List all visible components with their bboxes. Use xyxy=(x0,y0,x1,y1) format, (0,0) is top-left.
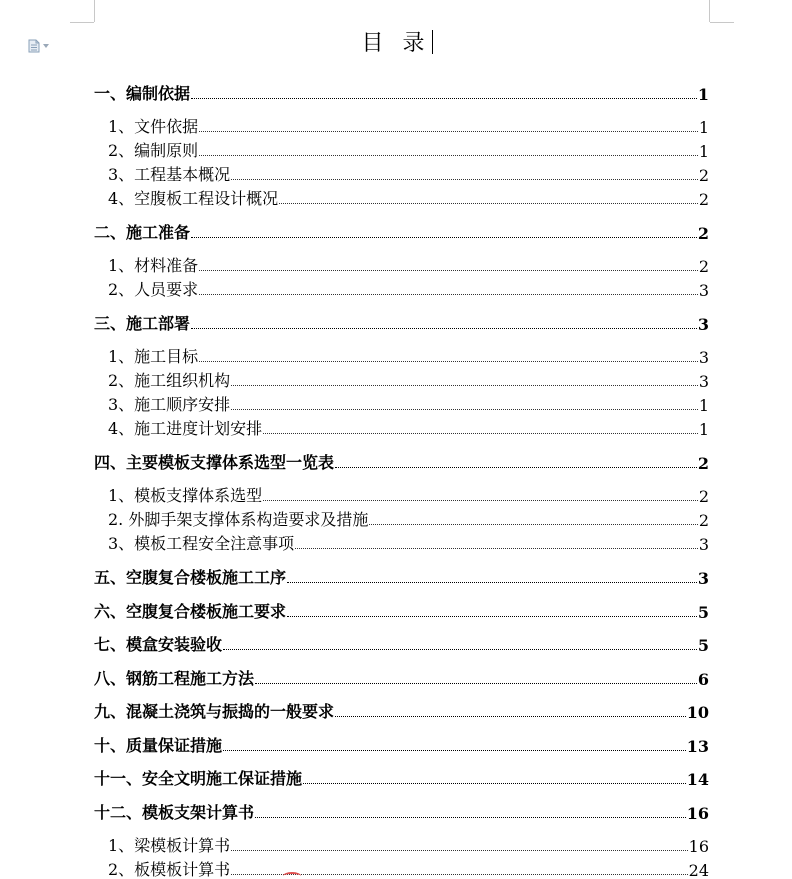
toc-dot-leader xyxy=(199,131,698,132)
toc-dot-leader xyxy=(231,385,698,386)
margin-marker-top-left-vertical xyxy=(94,0,95,22)
toc-entry-section[interactable] xyxy=(94,598,709,622)
toc-page-number: 24 xyxy=(688,860,709,879)
toc-page-number: 5 xyxy=(697,602,709,622)
toc-entry-subsection[interactable] xyxy=(94,185,709,209)
toc-dot-leader xyxy=(279,203,698,204)
toc-entry-subsection[interactable] xyxy=(94,367,709,391)
margin-marker-top-left-horizontal xyxy=(70,22,94,23)
toc-page-number: 5 xyxy=(697,636,709,655)
toc-entry-subsection[interactable] xyxy=(94,482,709,506)
toc-page-number: 3 xyxy=(698,281,709,300)
toc-entry-label: 3、施工顺序安排 xyxy=(108,395,231,414)
toc-page-number: 2 xyxy=(697,224,709,243)
toc-entry-label: 十二、模板支架计算书 xyxy=(94,802,255,822)
toc-entry-label: 九、混凝土浇筑与振捣的一般要求 xyxy=(94,702,335,721)
toc-page-number: 16 xyxy=(686,803,709,823)
toc-page-number: 2 xyxy=(697,454,709,473)
toc-entry-section[interactable] xyxy=(94,698,709,722)
toc-entry-subsection[interactable] xyxy=(94,415,709,439)
toc-entry-subsection[interactable] xyxy=(94,832,709,856)
toc-page-number: 6 xyxy=(697,669,709,689)
toc-entry-label: 1、模板支撑体系选型 xyxy=(108,486,263,505)
toc-dot-leader xyxy=(335,467,697,468)
margin-marker-top-right-vertical xyxy=(709,0,710,22)
toc-entry-section[interactable] xyxy=(94,799,709,823)
toc-dot-leader xyxy=(255,817,686,818)
toc-entry-subsection[interactable] xyxy=(94,161,709,185)
toc-dot-leader xyxy=(231,409,698,410)
toc-entry-label: 一、编制依据 xyxy=(94,84,191,103)
toc-page-number: 1 xyxy=(698,396,709,415)
toc-entry-section[interactable] xyxy=(94,80,709,104)
toc-entry-subsection[interactable] xyxy=(94,391,709,415)
toc-entry-label: 三、施工部署 xyxy=(94,314,191,333)
toc-entry-label: 五、空腹复合楼板施工工序 xyxy=(94,568,287,587)
toc-page-number: 3 xyxy=(698,372,709,391)
toc-page-number: 2 xyxy=(698,487,709,506)
toc-entry-section[interactable] xyxy=(94,631,709,655)
toc-entry-subsection[interactable] xyxy=(94,137,709,161)
toc-entry-label: 1、梁模板计算书 xyxy=(108,835,231,855)
toc-entry-subsection[interactable] xyxy=(94,856,709,879)
toc-page-number: 2 xyxy=(698,257,709,276)
toc-entry-subsection[interactable] xyxy=(94,276,709,300)
toc-dot-leader xyxy=(287,582,697,583)
toc-entry-label: 2. 外脚手架支撑体系构造要求及措施 xyxy=(108,510,369,529)
red-mark xyxy=(283,872,301,879)
toc-entry-label: 1、施工目标 xyxy=(108,347,199,366)
toc-page-number: 13 xyxy=(686,736,709,756)
toc-dot-leader xyxy=(263,433,698,434)
toc-entry-section[interactable] xyxy=(94,219,709,243)
toc-entry-section[interactable] xyxy=(94,732,709,756)
toc-dot-leader xyxy=(335,716,686,717)
toc-page-number: 2 xyxy=(698,190,709,209)
toc-entry-label: 二、施工准备 xyxy=(94,223,191,242)
toc-dot-leader xyxy=(369,524,697,525)
toc-dot-leader xyxy=(287,616,697,617)
toc-page-number: 1 xyxy=(698,420,709,439)
toc-entry-label: 2、人员要求 xyxy=(108,280,199,299)
toc-entry-label: 十、质量保证措施 xyxy=(94,735,223,755)
toc-entry-subsection[interactable] xyxy=(94,113,709,137)
toc-entry-label: 4、空腹板工程设计概况 xyxy=(108,189,279,208)
toc-entry-section[interactable] xyxy=(94,449,709,473)
toc-entry-label: 八、钢筋工程施工方法 xyxy=(94,668,255,688)
toc-entry-label: 六、空腹复合楼板施工要求 xyxy=(94,601,287,621)
toc-entry-subsection[interactable] xyxy=(94,252,709,276)
toc-dot-leader xyxy=(191,237,697,238)
toc-dot-leader xyxy=(199,270,698,271)
toc-page-number: 1 xyxy=(698,142,709,161)
toc-page-number: 1 xyxy=(697,85,709,104)
toc-dot-leader xyxy=(295,548,698,549)
toc-page-number: 14 xyxy=(686,770,709,789)
toc-page-number: 2 xyxy=(698,511,709,530)
toc-entry-label: 四、主要模板支撑体系选型一览表 xyxy=(94,453,335,472)
toc-page-number: 3 xyxy=(698,348,709,367)
toc-dot-leader xyxy=(199,294,698,295)
toc-entry-section[interactable] xyxy=(94,564,709,588)
toc-entry-section[interactable] xyxy=(94,765,709,789)
toc-dot-leader xyxy=(191,98,697,99)
toc-page-number: 16 xyxy=(688,836,709,856)
toc-entry-label: 3、工程基本概况 xyxy=(108,165,231,184)
toc-dot-leader xyxy=(303,783,686,784)
toc-dot-leader xyxy=(231,179,698,180)
text-cursor xyxy=(432,30,433,54)
toc-entry-label: 1、文件依据 xyxy=(108,117,199,136)
toc-page-number: 3 xyxy=(698,535,709,554)
toc-entry-section[interactable] xyxy=(94,665,709,689)
toc-dot-leader xyxy=(199,361,698,362)
margin-marker-top-right-horizontal xyxy=(710,22,734,23)
toc-entry-label: 1、材料准备 xyxy=(108,256,199,275)
toc-page-number: 2 xyxy=(698,166,709,185)
toc-entry-label: 3、模板工程安全注意事项 xyxy=(108,534,295,553)
toc-dot-leader xyxy=(191,328,697,329)
toc-page-number: 10 xyxy=(686,703,709,722)
toc-entry-label: 十一、安全文明施工保证措施 xyxy=(94,769,303,788)
toc-dot-leader xyxy=(255,683,697,684)
toc-page-number: 3 xyxy=(697,569,709,588)
toc-dot-leader xyxy=(223,649,697,650)
toc-entry-subsection[interactable] xyxy=(94,530,709,554)
toc-entry-label: 2、施工组织机构 xyxy=(108,371,231,390)
toc-dot-leader xyxy=(231,850,687,851)
toc-entry-label: 七、模盒安装验收 xyxy=(94,635,223,654)
toc-entry-subsection[interactable] xyxy=(94,343,709,367)
toc-dot-leader xyxy=(199,155,698,156)
toc-entry-subsection[interactable] xyxy=(94,506,709,530)
toc-dot-leader xyxy=(263,500,698,501)
toc-entry-label: 4、施工进度计划安排 xyxy=(108,419,263,438)
toc-page-number: 3 xyxy=(697,315,709,334)
toc-page-number: 1 xyxy=(698,118,709,137)
toc-entry-label: 2、板模板计算书 xyxy=(108,859,231,879)
toc-entry-label: 2、编制原则 xyxy=(108,141,199,160)
page-title: 目 录 xyxy=(361,31,431,56)
toc-dot-leader xyxy=(223,750,686,751)
toc-entry-section[interactable] xyxy=(94,310,709,334)
